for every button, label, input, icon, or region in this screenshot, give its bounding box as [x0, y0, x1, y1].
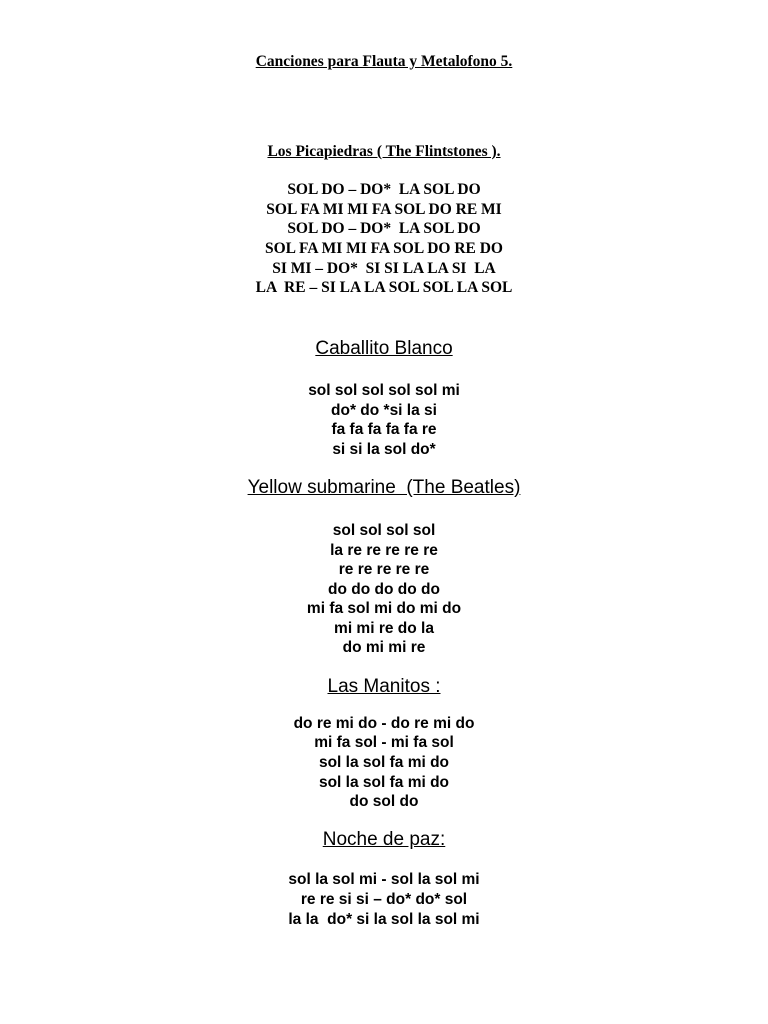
- song-line: sol sol sol sol: [332, 522, 436, 539]
- song-line: mi mi re do la: [334, 620, 434, 637]
- song-line: re re si si – do* do* sol: [300, 891, 468, 908]
- song-line: sol la sol fa mi do: [318, 754, 450, 771]
- song-line: do mi mi re: [342, 639, 426, 656]
- song-line: sol sol sol sol sol mi: [308, 382, 460, 399]
- song-line: sol la sol fa mi do: [318, 774, 450, 791]
- song-line: do do do do do: [328, 581, 440, 598]
- song-line: fa fa fa fa fa re: [331, 421, 437, 438]
- song-line: LA RE – SI LA LA SOL SOL LA SOL: [255, 279, 513, 296]
- song-title-noche-de-paz: Noche de paz:: [322, 829, 446, 850]
- song-line: do re mi do - do re mi do: [293, 715, 475, 732]
- song-line: re re re re re: [338, 561, 430, 578]
- song-line: si si la sol do*: [332, 441, 436, 458]
- song-line: SI MI – DO* SI SI LA LA SI LA: [272, 260, 496, 277]
- song-line: do* do *si la si: [331, 402, 437, 419]
- song-line: la re re re re re: [330, 542, 438, 559]
- song-line: SOL FA MI MI FA SOL DO RE DO: [265, 240, 503, 257]
- song-title-yellow-submarine: Yellow submarine (The Beatles): [247, 477, 521, 498]
- document-title: Canciones para Flauta y Metalofono 5.: [255, 53, 513, 70]
- song-line: mi fa sol - mi fa sol: [314, 734, 454, 751]
- song-line: SOL DO – DO* LA SOL DO: [287, 181, 481, 198]
- song-line: SOL DO – DO* LA SOL DO: [287, 220, 481, 237]
- song-title-las-manitos: Las Manitos :: [327, 676, 441, 697]
- song-line: mi fa sol mi do mi do: [306, 600, 462, 617]
- song-title-caballito-blanco: Caballito Blanco: [315, 338, 453, 359]
- song-line: sol la sol mi - sol la sol mi: [288, 871, 480, 888]
- song-line: la la do* si la sol la sol mi: [288, 911, 480, 928]
- song-line: do sol do: [349, 793, 419, 810]
- song-line: SOL FA MI MI FA SOL DO RE MI: [266, 201, 502, 218]
- song-title-picapiedras: Los Picapiedras ( The Flintstones ).: [267, 143, 501, 160]
